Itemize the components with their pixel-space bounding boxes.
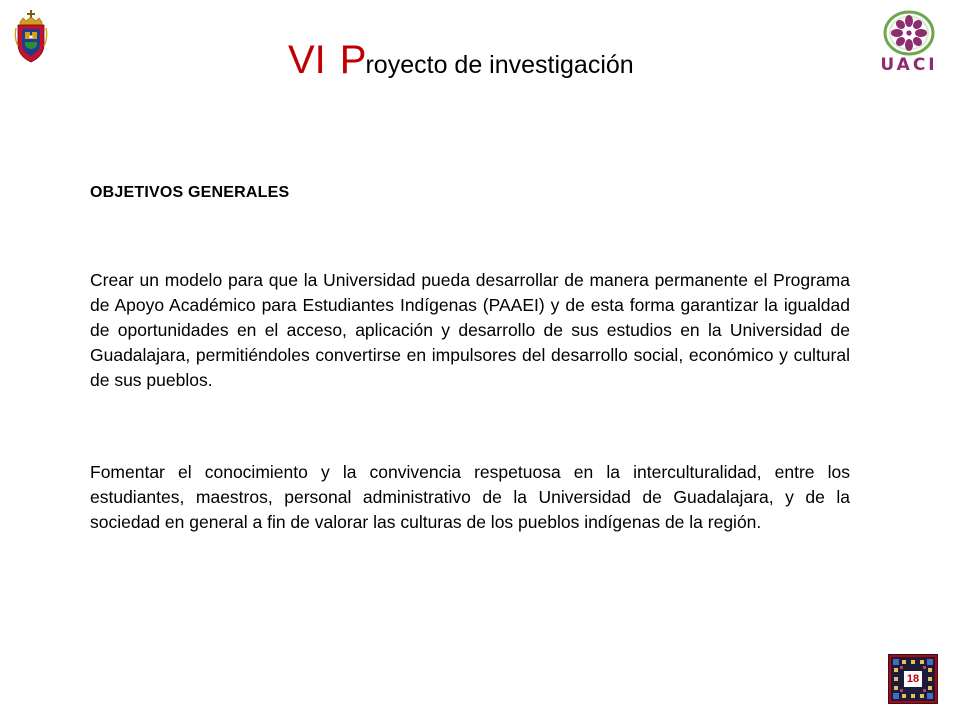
- title-rest: royecto de investigación: [365, 51, 634, 79]
- objective-paragraph-2: Fomentar el conocimiento y la convivencia respetuosa en la interculturalidad, entre los estudiantes, maestros, personal administrativo de la Universidad de Guadalajara, y de la sociedad en general a fin de valorar las culturas de los pueblos indígenas de la región.: [90, 462, 850, 532]
- objective-paragraph-1: Crear un modelo para que la Universidad pueda desarrollar de manera permanente el Programa de Apoyo Académico para Estudiantes Indígenas (PAAEI) y de esta forma garantizar la igualdad de oportunidades en el acceso, aplicación y desarrollo de sus estudios en la Universidad de Guadalajara, permitiéndoles convertirse en impulsores del desarrollo social, económico y cultural de sus pueblos.: [90, 270, 850, 390]
- title-number: VI: [288, 38, 326, 82]
- uaci-flower-emblem-icon: [883, 10, 935, 56]
- uaci-logo: [874, 10, 944, 76]
- slide-title: [288, 38, 634, 98]
- uaci-logo-text: UACI: [880, 55, 938, 75]
- section-heading: OBJETIVOS GENERALES: [90, 184, 290, 201]
- page-number: 18: [904, 671, 922, 687]
- page-number-badge: [888, 654, 938, 704]
- title-initial: P: [339, 38, 367, 82]
- university-crest-icon: [14, 10, 48, 64]
